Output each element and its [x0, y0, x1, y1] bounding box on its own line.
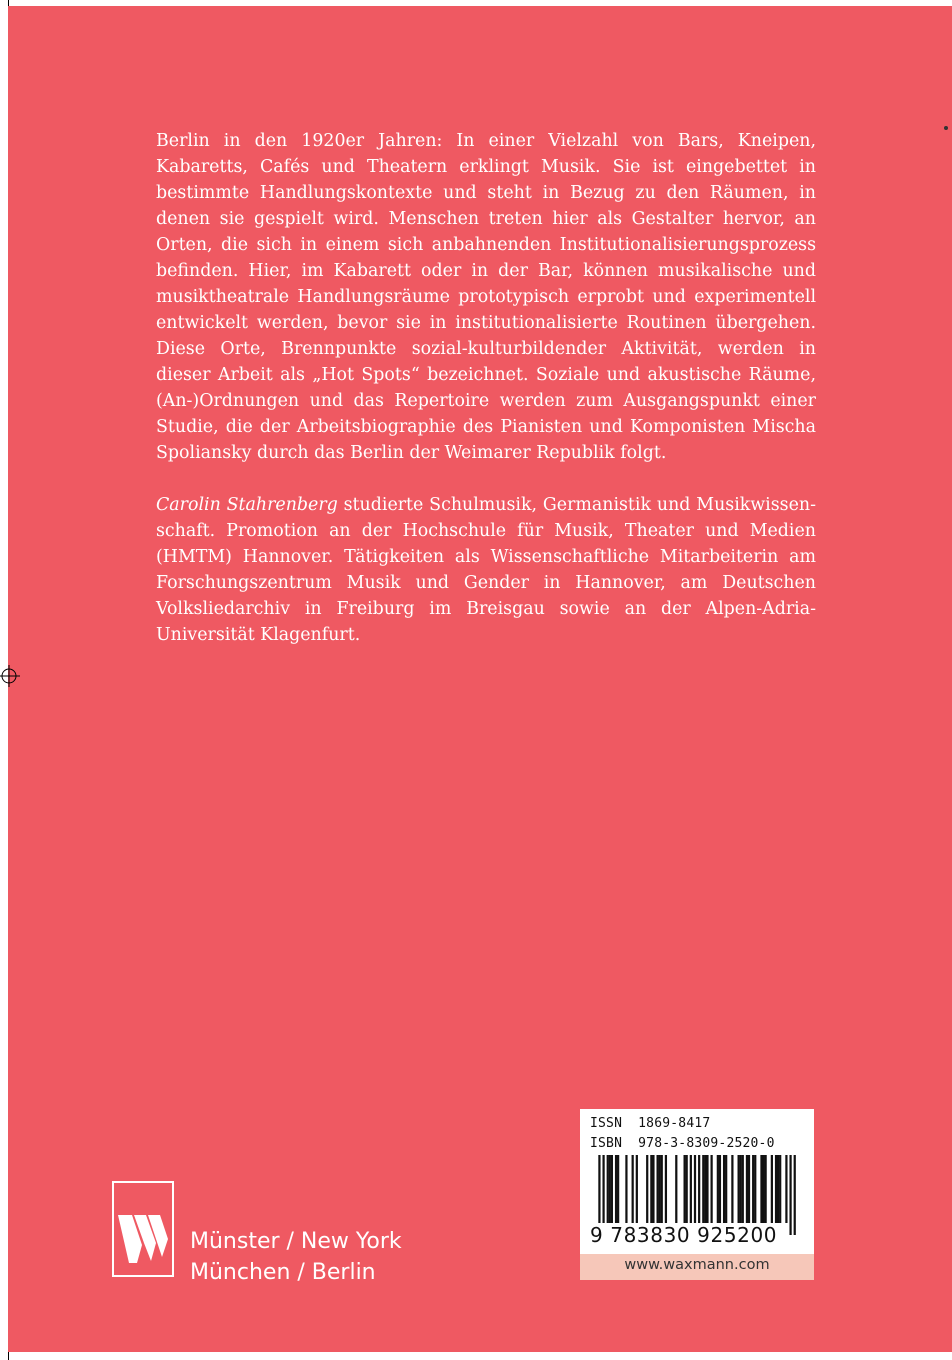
barcode-bar [686, 1155, 688, 1223]
barcode-bar [740, 1155, 742, 1223]
barcode-bar [684, 1155, 686, 1223]
website-url: www.waxmann.com [624, 1257, 770, 1273]
issn-text: ISSN 1869-8417 [590, 1116, 711, 1131]
barcode-bar [754, 1155, 756, 1223]
barcode-bar [704, 1155, 706, 1223]
print-dot [944, 126, 948, 130]
barcode-bar [762, 1155, 764, 1223]
barcode-bar [738, 1155, 740, 1223]
barcode-bar [775, 1155, 777, 1223]
barcode-bar [652, 1155, 654, 1223]
barcode-bar [771, 1155, 773, 1223]
barcode-bar [748, 1155, 750, 1223]
barcode-bar [760, 1155, 762, 1223]
barcode-bar [646, 1155, 648, 1223]
publisher-places [190, 1226, 402, 1288]
places-line-2: München / Berlin [190, 1260, 376, 1285]
barcode-bar [742, 1155, 744, 1223]
barcode-bar [607, 1155, 609, 1223]
barcode-bar [752, 1155, 754, 1223]
barcode-bar [765, 1155, 767, 1223]
barcode-bar [625, 1155, 627, 1223]
author-bio [156, 492, 816, 648]
barcode-box [580, 1109, 814, 1254]
description-paragraph: Berlin in den 1920er Jahren: In einer Vielzahl von Bars, Kneipen, Kabaretts, Cafés und Theatern erklingt Musik. Sie ist eingebettet in bestimmte Handlungskontexte und steht in Bezug zu den Räumen, in denen sie gespielt wird. Menschen treten hier als Gestalter hervor, an Orten, die sich in einem sich anbahnenden Institutionalisierungsprozess befinden. Hier, im Kabarett oder in der Bar, können musikalische und musiktheatrale Handlungsräume prototypisch erprobt und experimentell entwickelt werden, bevor sie in institutionalisierte Routinen übergehen. Diese Orte, Brennpunkte sozial-kulturbildender Aktivität, werden in dieser Arbeit als „Hot Spots“ bezeichnet. Soziale und akustische Räume, (An-)Ordnungen und das Repertoire werden zum Ausgangspunkt einer Studie, die der Arbeitsbiographie des Pianisten und Komponisten Mischa Spoliansky durch das Berlin der Weimarer Republik folgt. [156, 131, 816, 463]
barcode-bar [702, 1155, 704, 1223]
barcode-bar [690, 1155, 692, 1223]
barcode-bar [746, 1155, 748, 1223]
back-cover-text [156, 128, 816, 648]
barcode-bar [719, 1155, 721, 1223]
author-bio-text: studierte Schulmusik, Germanistik und Musikwissenschaft. Promotion an der Hochschule für Musik, Theater und Medien (HMTM) Hannover. Tätigkeiten als Wissenschaftliche Mitarbeiterin am Forschungszentrum Musik und Gender in Hannover, am Deutschen Volksliedarchiv in Freiburg im Breisgau sowie an der Alpen-Adria-Universität Klagenfurt. [156, 495, 816, 645]
website-band [580, 1254, 814, 1280]
barcode-bar [785, 1155, 787, 1223]
author-name: Carolin Stahrenberg [156, 495, 338, 515]
barcode-bar [711, 1155, 713, 1223]
barcode-bar [723, 1155, 725, 1223]
barcode-bar [656, 1155, 658, 1223]
barcode-bar [659, 1155, 661, 1223]
barcode-bar [706, 1155, 708, 1223]
barcode-bar [675, 1155, 677, 1223]
places-line-1: Münster / New York [190, 1229, 402, 1254]
barcode-bar [779, 1155, 781, 1223]
barcode-bar [731, 1155, 733, 1223]
waxmann-w-logo-icon [112, 1181, 174, 1277]
barcode-bar [725, 1155, 727, 1223]
barcode-bar [611, 1155, 613, 1223]
barcode-bar [665, 1155, 667, 1223]
ean-digits: 9 783830 925200 [590, 1223, 778, 1247]
barcode-bar [777, 1155, 779, 1223]
barcode-bar [632, 1155, 634, 1223]
barcode-bar [615, 1155, 617, 1223]
barcode-bar [717, 1155, 719, 1223]
barcode-bar [794, 1155, 796, 1235]
barcode-bar [650, 1155, 652, 1223]
barcode-bar [636, 1155, 638, 1223]
barcode-bar [609, 1155, 611, 1223]
registration-mark-icon [0, 665, 20, 687]
isbn-text: ISBN 978-3-8309-2520-0 [590, 1136, 775, 1151]
barcode-bar [661, 1155, 663, 1223]
barcode-bar [789, 1155, 791, 1235]
barcode-bar [617, 1155, 619, 1223]
